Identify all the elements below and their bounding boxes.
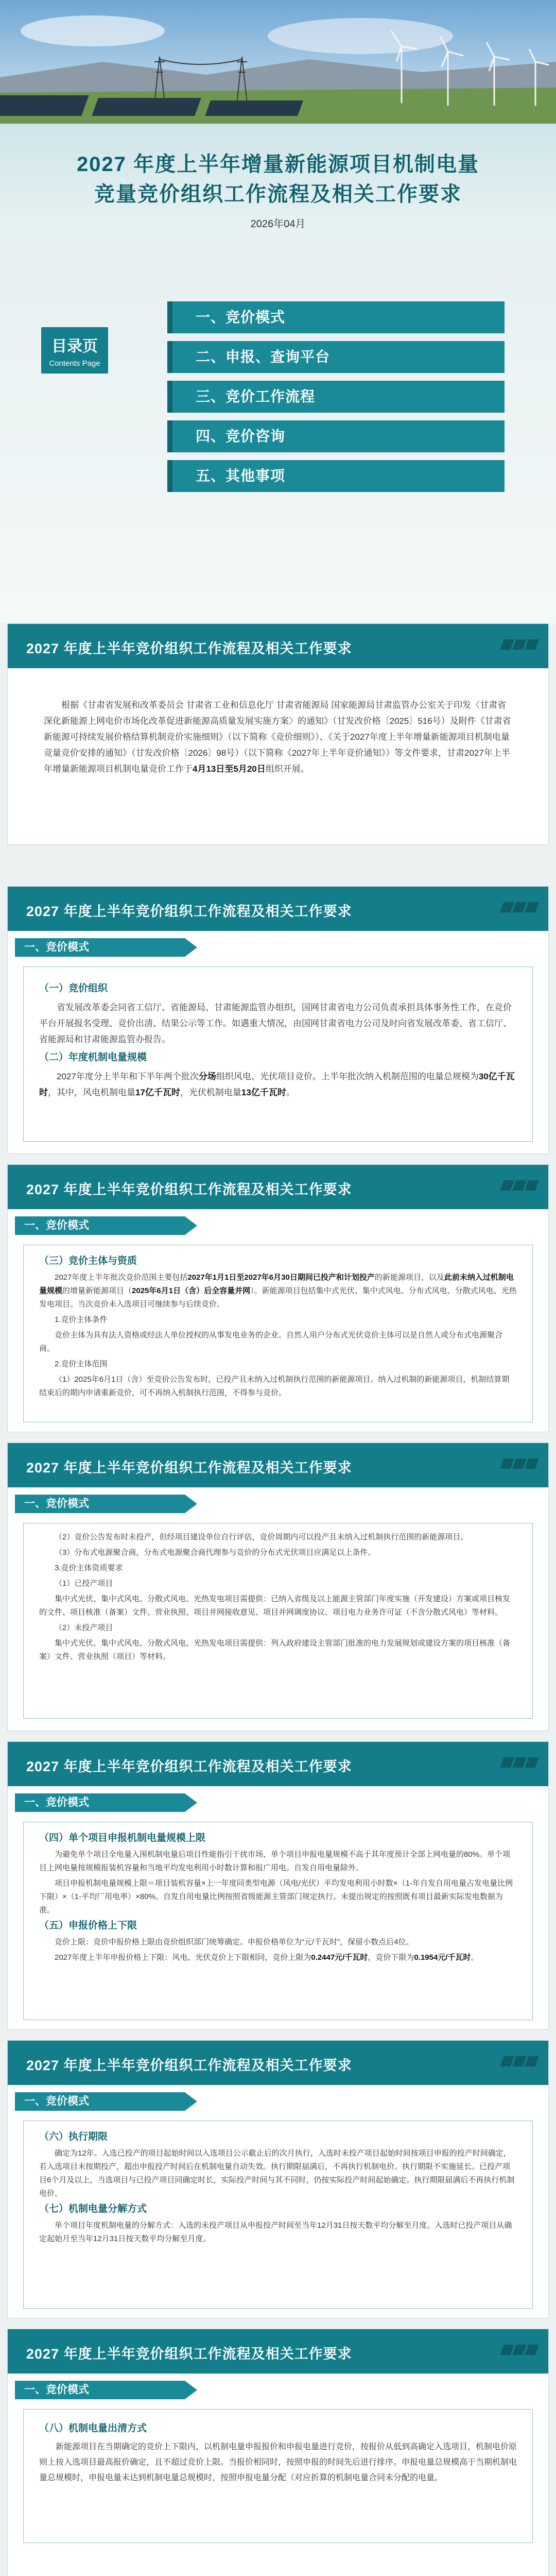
paragraph-limit: 为避免单个项目全电量入围机制电量后项目性能指引干扰市场，单个项目申报电量规模不高于其年度预计全部上网电量的80%。单个项目上网电量按规模报装机容量和当地平均发电利用小时数计算和报广用电。自发自用电量除外。 (39, 1850, 511, 1872)
header-decoration (500, 639, 537, 652)
item-2-text: （1）2025年6月1日（含）至竞价公告发布时，已投产且未纳入过机制执行范围的新能源项目。纳入过机制的新能源项目，机制结算期结束后的期内申请重新竞价，可不再纳入机制执行范围，不得参与竞价。 (39, 1375, 510, 1397)
section-header-title: 2027 年度上半年竞价组织工作流程及相关工作要求 (26, 1460, 352, 1476)
paragraph-scope: 2027年度上半年批次竞价范围主要包括2027年1月1日至2027年6月30日期间已投产和计划投产的新能源项目，以及此前未纳入过机制电量规模的增量新能源项目（2025年6月1日（含）后全容量并网）。新能源项目包括集中式光伏、集中式风电、分布式风电、分散式风电、光热发电项目。当次竞价未入选项目可继续参与后续竞价。 (39, 1273, 517, 1309)
section-header (8, 887, 548, 931)
sub-heading: 一、竞价模式 (15, 938, 185, 957)
header-decoration (500, 2345, 537, 2358)
section-bidding-mode-1 (7, 886, 549, 1154)
sub-heading: 一、竞价模式 (15, 2092, 185, 2111)
section-bidding-mode-6 (7, 2329, 549, 2576)
section-header-title: 2027 年度上半年竞价组织工作流程及相关工作要求 (26, 904, 352, 919)
heading-decomposition: （七）机制电量分解方式 (39, 2204, 147, 2214)
heading-term: （六）执行期限 (39, 2131, 108, 2142)
item-1: 1.竞价主体条件 (55, 1315, 108, 1324)
hero-banner-image (0, 0, 556, 124)
paragraph-6: （2）未投产项目 (55, 1623, 113, 1632)
content-box (23, 2121, 533, 2309)
sub-heading: 一、竞价模式 (15, 1793, 185, 1812)
paragraph-organization: 省发展改革委会同省工信厅、省能源局、甘肃能源监管办组织，国网甘肃省电力公司负责承担具体事务性工作，在竞价平台开展报名受理、竞价出清、结果公示等工作。如遇重大情况，由国网甘肃省电力公司及时向省发展改革委、省工信厅、省能源局和甘肃能源监管办报告。 (39, 1003, 512, 1044)
heading-scale: （二）年度机制电量规模 (39, 1052, 147, 1063)
section-header-title: 2027 年度上半年竞价组织工作流程及相关工作要求 (26, 2346, 352, 2362)
toc-item-2[interactable]: 二、申报、查询平台 (172, 341, 505, 373)
item-2: 2.竞价主体范围 (55, 1360, 108, 1368)
intro-paragraph (44, 697, 512, 777)
section-header (8, 1443, 548, 1487)
sub-heading: 一、竞价模式 (15, 1495, 185, 1513)
paragraph-scale: 2027年度分上半年和下半年两个批次分场组织风电、光伏项目竞价。上半年批次纳入机制范围的电量总规模为30亿千瓦时，其中，风电机制电量17亿千瓦时，光伏机制电量13亿千瓦时。 (39, 1072, 515, 1097)
heading-qualification: （三）竞价主体与资质 (39, 1256, 137, 1266)
document-date: 2026年04月 (250, 218, 306, 230)
header-decoration (500, 1459, 537, 1471)
section-header-title: 2027 年度上半年竞价组织工作流程及相关工作要求 (26, 2058, 352, 2073)
title-block (0, 124, 556, 232)
section-header (8, 1165, 548, 1209)
section-header-title: 2027 年度上半年竞价组织工作流程及相关工作要求 (26, 1759, 352, 1774)
paragraph-5: 集中式光伏、集中式风电、分散式风电、光热发电项目需提供：已纳入省级及以上能源主管部门年度实施（开发建设）方案或项目核发的文件、项目核准（备案）文件、营业执照、项目并网接收意见、项目并网调度协议、项目电力业务许可证（不含分散式风电）等材料。 (39, 1595, 511, 1617)
section-intro (7, 623, 549, 845)
title-line-2: 竞量竞价组织工作流程及相关工作要求 (94, 183, 462, 206)
content-box (23, 1523, 533, 1719)
section-header-title: 2027 年度上半年竞价组织工作流程及相关工作要求 (26, 641, 352, 656)
paragraph-term: 确定为12年。入选已投产的项目起始时间以入选项目公示截止后的次月执行，入选时未投产项目起始时间按项目申报的投产时间确定，若入选项目未按期投产，超出申报投产时间后在机制电量自动失效。执行期限届满后，不再执行机制电价。执行期限不实施延长。已投产项目6个月及以上，当选项目与已投产项目同确定时长，实际投产时间与其不同时，仍按实际投产时间起始确定。执行期限届满后不再执行机制电价。 (39, 2149, 515, 2198)
intro-body (23, 686, 533, 825)
intro-date-range: 4月13日至5月20日 (193, 764, 266, 774)
table-of-contents (0, 232, 556, 623)
toc-badge-title: 目录页 (51, 338, 98, 355)
sub-heading: 一、竞价模式 (15, 2381, 185, 2399)
header-decoration (500, 2056, 537, 2069)
section-bidding-mode-5 (7, 2040, 549, 2318)
header-decoration (500, 1180, 537, 1193)
section-header (8, 1742, 548, 1786)
title-line-1: 2027 年度上半年增量新能源项目机制电量 (76, 153, 480, 176)
toc-item-1[interactable]: 一、竞价模式 (172, 301, 505, 333)
paragraph-4: （1）已投产项目 (55, 1579, 113, 1588)
content-box (23, 2409, 533, 2543)
toc-badge-subtitle: Contents Page (49, 359, 100, 368)
section-bidding-mode-4 (7, 1741, 549, 2030)
toc-item-3[interactable]: 三、竞价工作流程 (172, 381, 505, 413)
section-bidding-mode-2 (7, 1164, 549, 1432)
paragraph-2: （3）分布式电源聚合商，分布式电源聚合商代理参与竞价的分布式光伏项目应满足以上条件。 (55, 1548, 376, 1557)
toc-item-5[interactable]: 五、其他事项 (172, 460, 505, 492)
heading-limit: （四）单个项目申报机制电量规模上限 (39, 1833, 206, 1843)
paragraph-price-values: 2027年度上半年申报价格上下限：风电、光伏竞价上下限相同，竞价上限为0.2447元/千瓦时，竞价下限为0.1954元/千瓦时。 (55, 1953, 479, 1962)
toc-item-4[interactable]: 四、竞价咨询 (172, 420, 505, 452)
header-decoration (500, 1757, 537, 1770)
content-box (23, 1245, 533, 1422)
paragraph-decomposition: 单个项目年度机制电量的分解方式：入选的未投产项目从申报投产时间至当年12月31日按天数平均分解至月度。入选时已投产项目从确定起始月至当年12月31日按天数平均分解至月度。 (39, 2221, 512, 2243)
heading-clearing: （八）机制电量出清方式 (39, 2423, 147, 2434)
intro-text: 根据《甘肃省发展和改革委员会 甘肃省工业和信息化厅 甘肃省能源局 国家能源局甘肃监管办公室关于印发〈甘肃省深化新能源上网电价市场化改革促进新能源高质量发展实施方案〉的通知》（甘发改价格〔2025〕516号）及附件《甘肃省新能源可持续发展价格结算机制竞价实施细则》（以下简称《竞价细则》）、《关于2027年度上半年增量新能源项目机制电量竞量竞价安排的通知》（甘发改价格〔2026〕98号）（以下简称《2027年上半年竞价通知》）等文件要求，甘肃2027年上半年增量新能源项目机制电量竞价工作于 (44, 700, 511, 774)
document-title (0, 124, 556, 209)
section-header (8, 2041, 548, 2085)
content-box (23, 967, 533, 1142)
header-decoration (500, 902, 537, 915)
section-bidding-mode-3 (7, 1443, 549, 1731)
heading-price-limits: （五）申报价格上下限 (39, 1920, 137, 1931)
section-header-title: 2027 年度上半年竞价组织工作流程及相关工作要求 (26, 1182, 352, 1197)
section-header (8, 624, 548, 668)
sub-heading: 一、竞价模式 (15, 1216, 185, 1235)
heading-organization: （一）竞价组织 (39, 983, 108, 994)
item-1-text: 竞价主体为具有法人资格或经法人单位授权的从事发电业务的企业。自然人用户分布式光伏竞价主体可以是自然人或分布式电源聚合商。 (39, 1331, 503, 1353)
paragraph-clearing: 新能源项目在当期确定的竞价上下限内，以机制电量申报报价和申报电量进行竞价，按报价从低到高确定入选项目，机制电价原则上按入选项目最高报价确定，且不超过竞价上限。当报价相同时，按照申报的时间先后进行排序。申报电量总规模高于当期机制电量总规模时，申报电量未达到机制电量总规模时，按照申报电量分配（对应折算的机制电量合同未分配的电量。 (39, 2443, 517, 2482)
paragraph-formula: 项目申报机制电量规模上限＝项目装机容量×上一年度同类型电源（风电/光伏）平均发电利用小时数×（1-年自发自用电量占发电量比例下限）×（1-平均厂用电率）×80%。自发自用电量比例按照省级能源主管部门规定执行。未提出规定的按照既有项目最新实际发电数据为准。 (39, 1879, 513, 1914)
section-header (8, 2329, 548, 2374)
paragraph-price: 竞价上限：竞价申报价格上限由竞价组织部门统筹确定。申报价格单位为“元/千瓦时”，保留小数点后4位。 (55, 1938, 414, 1946)
toc-badge (41, 327, 108, 374)
paragraph-3: 3.竞价主体资质要求 (55, 1564, 123, 1572)
paragraph-1: （2）竞价公告发布时未投产，但经项目建设单位自行评估，竞价周期内可以投产且未纳入过机制执行范围的新能源项目。 (55, 1533, 468, 1541)
intro-text-end: 组织开展。 (265, 764, 309, 774)
paragraph-7: 集中式光伏、集中式风电、分散式风电、光热发电项目需提供：列入政府建设主管部门批准的电力发展规划或建设方案的项目核准（备案）文件、营业执照（项目）等材料。 (39, 1639, 511, 1661)
content-box (23, 1822, 533, 2020)
